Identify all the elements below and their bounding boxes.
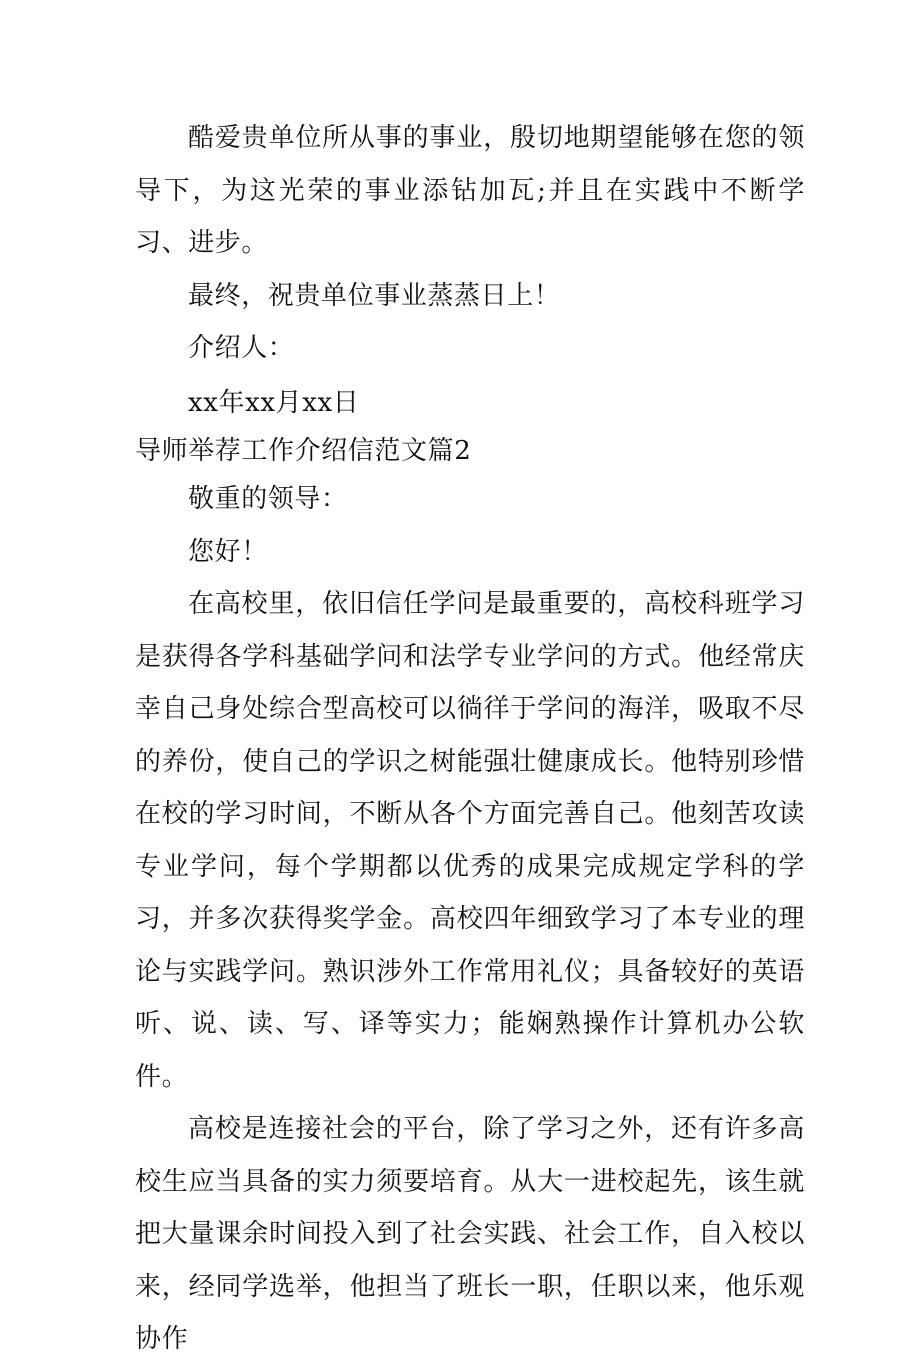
- letter-body-paragraph-1: 在高校里，依旧信任学问是最重要的，高校科班学习是获得各学科基础学问和法学专业学问的方式。他经常庆幸自己身处综合型高校可以徜徉于学问的海洋，吸取不尽的养份，使自己的学识之树能强壮健康成长。他特别珍惜在校的学习时间，不断从各个方面完善自己。他刻苦攻读专业学问，每个学期都以优秀的成果完成规定学科的学习，并多次获得奖学金。高校四年细致学习了本专业的理论与实践学问。熟识涉外工作常用礼仪；具备较好的英语听、说、读、写、译等实力；能娴熟操作计算机办公软件。: [135, 589, 805, 1092]
- letter-body-paragraph-2: 高校是连接社会的平台，除了学习之外，还有许多高校生应当具备的实力须要培育。从大一进校起先，该生就把大量课余时间投入到了社会实践、社会工作，自入校以来，经同学选举，他担当了班长一职，任职以来，他乐观协作: [135, 1114, 805, 1354]
- section-title: 导师举荐工作介绍信范文篇2: [135, 436, 472, 466]
- date-line: xx年xx月xx日: [188, 387, 360, 418]
- letter-salutation: 敬重的领导：: [188, 484, 348, 514]
- introducer-label: 介绍人：: [188, 333, 295, 363]
- paragraph-final-blessing: 最终，祝贵单位事业蒸蒸日上！: [188, 280, 561, 311]
- letter-greeting: 您好！: [188, 536, 268, 567]
- document-page: [135, 112, 805, 1366]
- paragraph-closing-wish: 酷爱贵单位所从事的事业，殷切地期望能够在您的领导下，为这光荣的事业添钻加瓦;并且在实践中不断学习、进步。: [135, 123, 805, 258]
